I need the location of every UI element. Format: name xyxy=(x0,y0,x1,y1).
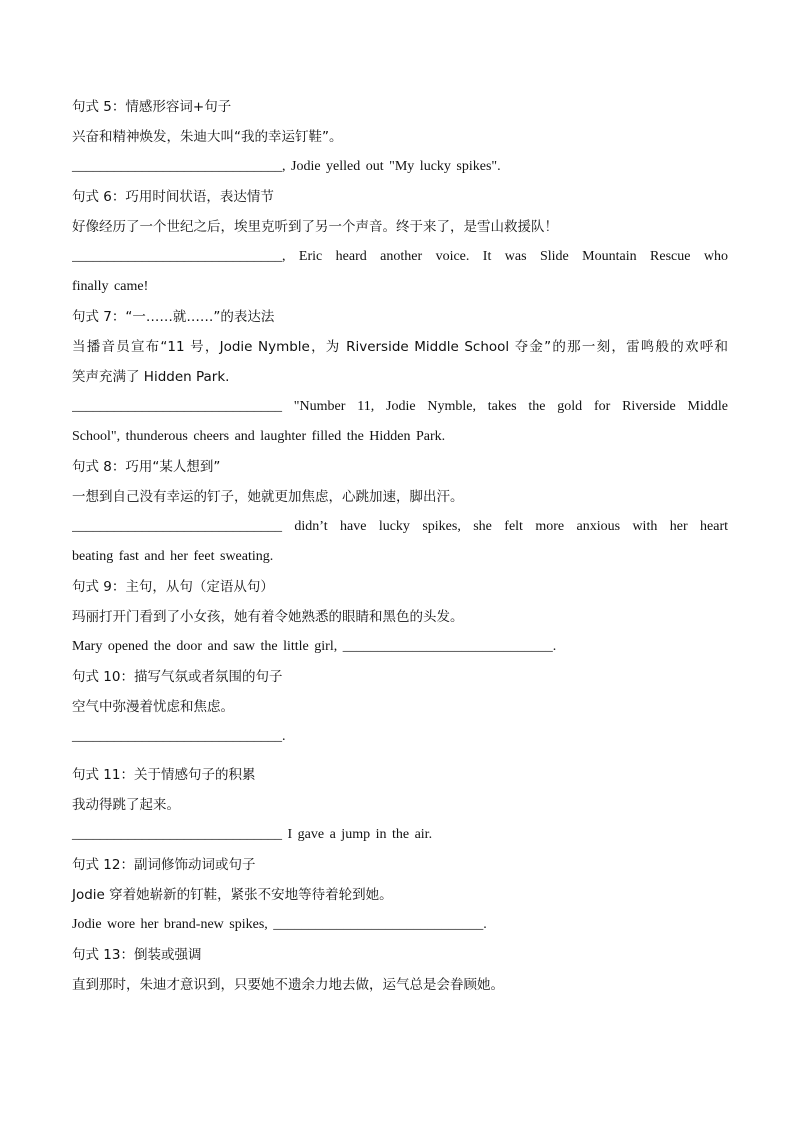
sentence-continuation: beating fast and her feet sweating. xyxy=(72,549,274,564)
chinese-sentence-continuation: 笑声充满了 Hidden Park. xyxy=(72,369,230,385)
fill-in-blank-sentence: ______________________________, Eric heard another voice. It was Slide Mountain Rescue who xyxy=(72,249,728,264)
heading-pattern-5: 句式 5：情感形容词+句子 xyxy=(72,99,232,115)
chinese-sentence: 直到那时，朱迪才意识到，只要她不遗余力地去做，运气总是会眷顾她。 xyxy=(72,977,504,993)
fill-in-blank-sentence: ______________________________ I gave a jump in the air. xyxy=(72,827,433,842)
fill-in-blank-sentence: ______________________________, Jodie yelled out "My lucky spikes". xyxy=(72,159,501,174)
sentence-continuation: School", thunderous cheers and laughter filled the Hidden Park. xyxy=(72,429,446,444)
heading-pattern-8: 句式 8：巧用“某人想到” xyxy=(72,459,221,475)
heading-pattern-7: 句式 7：“一……就……”的表达法 xyxy=(72,309,275,325)
worksheet-page xyxy=(72,92,728,1000)
heading-pattern-12: 句式 12：副词修饰动词或句子 xyxy=(72,857,256,873)
fill-in-blank-sentence: Mary opened the door and saw the little girl, ______________________________. xyxy=(72,639,557,654)
chinese-sentence: 兴奋和精神焕发，朱迪大叫“我的幸运钉鞋”。 xyxy=(72,129,343,145)
chinese-sentence: Jodie 穿着她崭新的钉鞋，紧张不安地等待着轮到她。 xyxy=(72,887,393,903)
fill-in-blank-sentence: ______________________________. xyxy=(72,729,286,744)
chinese-sentence: 好像经历了一个世纪之后，埃里克听到了另一个声音。终于来了，是雪山救援队！ xyxy=(72,219,558,235)
heading-pattern-11: 句式 11：关于情感句子的积累 xyxy=(72,767,256,783)
fill-in-blank-sentence: Jodie wore her brand-new spikes, ______________________________. xyxy=(72,917,487,932)
spacer xyxy=(72,752,728,760)
heading-pattern-6: 句式 6：巧用时间状语，表达情节 xyxy=(72,189,274,205)
chinese-sentence: 玛丽打开门看到了小女孩，她有着令她熟悉的眼睛和黑色的头发。 xyxy=(72,609,464,625)
chinese-sentence: 我动得跳了起来。 xyxy=(72,797,180,813)
heading-pattern-9: 句式 9：主句，从句（定语从句） xyxy=(72,579,274,595)
chinese-sentence: 当播音员宣布“11 号，Jodie Nymble，为 Riverside Middle School 夺金”的那一刻，雷鸣般的欢呼和 xyxy=(72,339,728,355)
fill-in-blank-sentence: ______________________________ didn’t have lucky spikes, she felt more anxious with her heart xyxy=(72,519,728,534)
fill-in-blank-sentence: ______________________________ "Number 11, Jodie Nymble, takes the gold for Riverside Middle xyxy=(72,399,728,414)
heading-pattern-10: 句式 10：描写气氛或者氛围的句子 xyxy=(72,669,283,685)
sentence-continuation: finally came! xyxy=(72,279,149,294)
chinese-sentence: 空气中弥漫着忧虑和焦虑。 xyxy=(72,699,234,715)
chinese-sentence: 一想到自己没有幸运的钉子，她就更加焦虑，心跳加速，脚出汗。 xyxy=(72,489,464,505)
heading-pattern-13: 句式 13：倒装或强调 xyxy=(72,947,202,963)
